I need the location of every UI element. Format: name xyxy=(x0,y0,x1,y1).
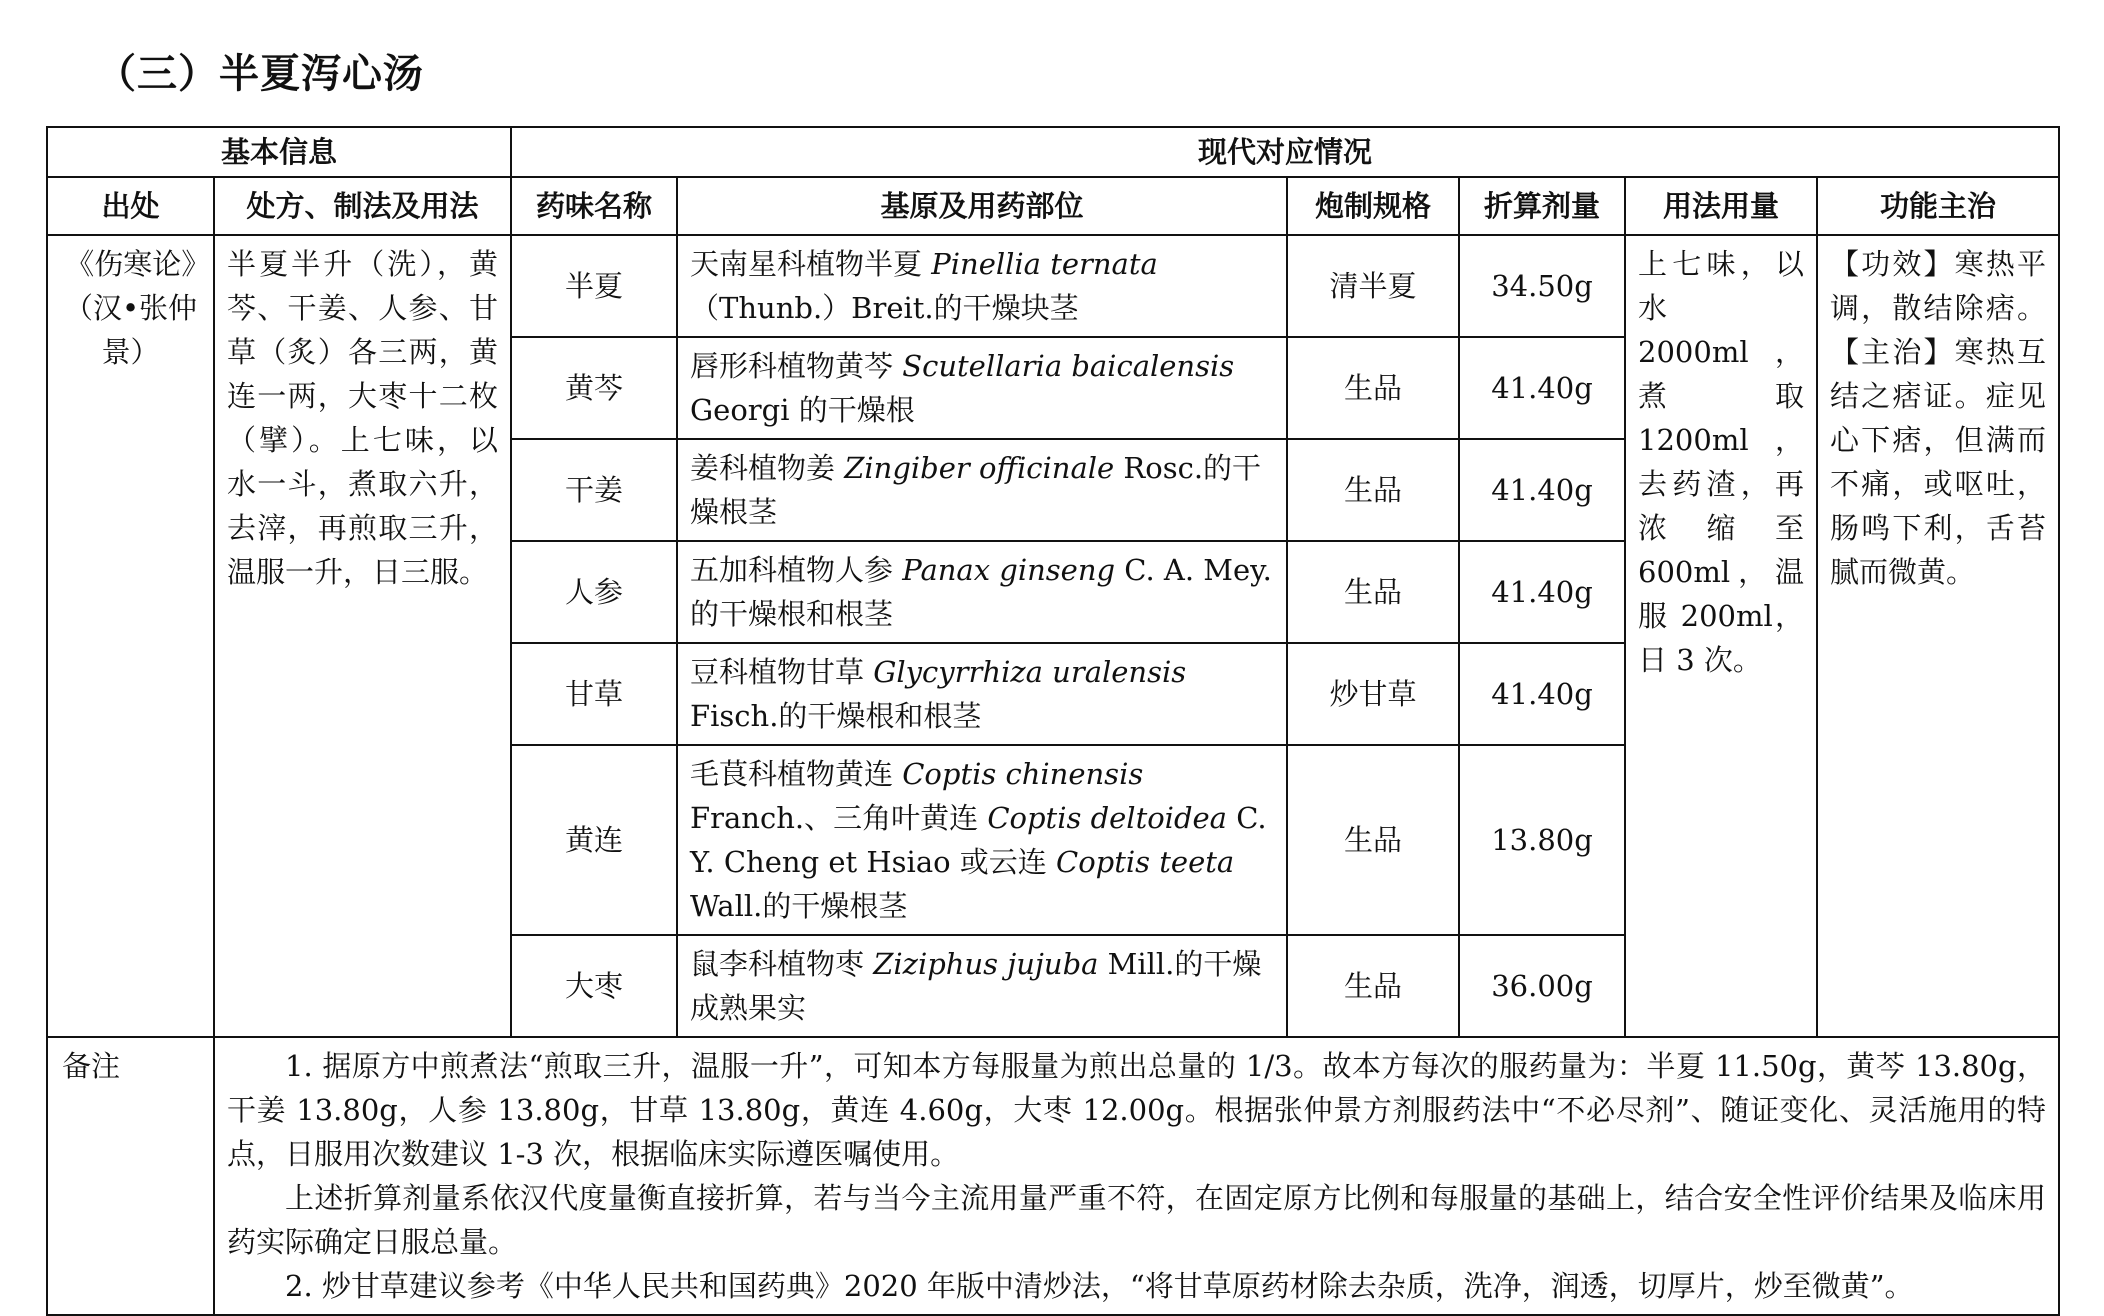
herb-dose: 41.40g xyxy=(1459,643,1625,745)
herb-name: 甘草 xyxy=(511,643,677,745)
latin-name: Panax ginseng xyxy=(902,553,1116,587)
herb-name: 黄连 xyxy=(511,745,677,935)
latin-name: Coptis teeta xyxy=(1056,845,1235,879)
herb-dose: 36.00g xyxy=(1459,935,1625,1037)
herb-processing: 生品 xyxy=(1287,337,1459,439)
note-paragraph: 1. 据原方中煎煮法“煎取三升，温服一升”，可知本方每服量为煎出总量的 1/3。故本方每次的服药量为：半夏 11.50g，黄芩 13.80g，干姜 13.80g，人参 13.80g，甘草 13.80g，黄连 4.60g，大枣 12.00g。根据张仲景方剂服药法中“不必尽剂”、随证变化、灵活施用的特点，日服用次数建议 1-3 次，根据临床实际遵医嘱使用。 xyxy=(227,1049,2047,1171)
latin-name: Pinellia ternata xyxy=(931,247,1158,281)
origin-text: 五加科植物人参 xyxy=(690,553,903,587)
prescription-cell: 半夏半升（洗），黄芩、干姜、人参、甘草（炙）各三两，黄连一两，大枣十二枚（擘）。上七味，以水一斗，煮取六升，去滓，再煎取三升，温服一升，日三服。 xyxy=(214,235,511,1037)
group-header-modern: 现代对应情况 xyxy=(511,127,2059,177)
header-source: 出处 xyxy=(47,177,214,235)
herb-dose: 41.40g xyxy=(1459,337,1625,439)
latin-name: Ziziphus jujuba xyxy=(873,947,1099,981)
latin-name: Scutellaria baicalensis xyxy=(902,349,1235,383)
herb-processing: 清半夏 xyxy=(1287,235,1459,337)
latin-name: Glycyrrhiza uralensis xyxy=(873,655,1187,689)
header-processing: 炮制规格 xyxy=(1287,177,1459,235)
header-function: 功能主治 xyxy=(1817,177,2059,235)
origin-text: 毛茛科植物黄连 xyxy=(690,757,903,791)
origin-text: （Thunb.）Breit.的干燥块茎 xyxy=(690,291,1079,325)
origin-text: C. A. Mey.的干燥根和根茎 xyxy=(690,553,1272,631)
header-origin-part: 基原及用药部位 xyxy=(677,177,1287,235)
origin-text: 鼠李科植物枣 xyxy=(690,947,874,981)
origin-text: 唇形科植物黄芩 xyxy=(690,349,903,383)
usage-cell: 上七味，以水 2000ml，煮取1200ml，去药渣，再浓缩至 600ml，温服 200ml，日 3 次。 xyxy=(1625,235,1817,1037)
herb-origin xyxy=(677,935,1287,1037)
herb-origin xyxy=(677,643,1287,745)
header-dose: 折算剂量 xyxy=(1459,177,1625,235)
herb-name: 黄芩 xyxy=(511,337,677,439)
herb-origin xyxy=(677,235,1287,337)
origin-text: C. Y. Cheng et Hsiao 或云连 xyxy=(690,801,1267,879)
herb-name: 干姜 xyxy=(511,439,677,541)
herb-dose: 13.80g xyxy=(1459,745,1625,935)
column-header-row xyxy=(47,177,2059,235)
herb-name: 半夏 xyxy=(511,235,677,337)
herb-processing: 生品 xyxy=(1287,439,1459,541)
header-usage: 用法用量 xyxy=(1625,177,1817,235)
group-header-row xyxy=(47,127,2059,177)
origin-text: 天南星科植物半夏 xyxy=(690,247,932,281)
note-paragraph: 上述折算剂量系依汉代度量衡直接折算，若与当今主流用量严重不符，在固定原方比例和每服量的基础上，结合安全性评价结果及临床用药实际确定日服总量。 xyxy=(227,1181,2047,1259)
origin-text: Franch.、三角叶黄连 xyxy=(690,801,988,835)
origin-text: Georgi 的干燥根 xyxy=(690,393,915,427)
latin-name: Zingiber officinale xyxy=(844,451,1115,485)
herb-processing: 生品 xyxy=(1287,745,1459,935)
herb-origin xyxy=(677,337,1287,439)
header-herb-name: 药味名称 xyxy=(511,177,677,235)
note-paragraph: 2. 炒甘草建议参考《中华人民共和国药典》2020 年版中清炒法，“将甘草原药材除去杂质，洗净，润透，切厚片，炒至微黄”。 xyxy=(285,1269,1914,1303)
herb-name: 人参 xyxy=(511,541,677,643)
herb-dose: 41.40g xyxy=(1459,541,1625,643)
herb-origin xyxy=(677,439,1287,541)
latin-name: Coptis deltoidea xyxy=(987,801,1227,835)
source-cell: 《伤寒论》（汉•张仲景） xyxy=(47,235,214,1037)
herb-processing: 生品 xyxy=(1287,541,1459,643)
origin-text: 豆科植物甘草 xyxy=(690,655,874,689)
origin-text: Fisch.的干燥根和根茎 xyxy=(690,699,982,733)
herb-dose: 41.40g xyxy=(1459,439,1625,541)
page-title: （三）半夏泻心汤 xyxy=(96,51,424,97)
origin-text: Wall.的干燥根茎 xyxy=(690,889,908,923)
herb-processing: 生品 xyxy=(1287,935,1459,1037)
origin-text: Rosc.的干燥根茎 xyxy=(690,451,1262,529)
function-cell: 【功效】寒热平调，散结除痞。【主治】寒热互结之痞证。症见心下痞，但满而不痛，或呕吐，肠鸣下利，舌苔腻而微黄。 xyxy=(1817,235,2059,1037)
latin-name: Coptis chinensis xyxy=(902,757,1144,791)
group-header-basic: 基本信息 xyxy=(47,127,511,177)
herb-dose: 34.50g xyxy=(1459,235,1625,337)
notes-label: 备注 xyxy=(47,1037,214,1315)
herb-origin xyxy=(677,745,1287,935)
notes-cell xyxy=(214,1037,2059,1315)
origin-text: Mill.的干燥成熟果实 xyxy=(690,947,1262,1025)
herb-name: 大枣 xyxy=(511,935,677,1037)
herb-origin xyxy=(677,541,1287,643)
notes-row xyxy=(47,1037,2059,1315)
herb-processing: 炒甘草 xyxy=(1287,643,1459,745)
header-prescription: 处方、制法及用法 xyxy=(214,177,511,235)
prescription-table xyxy=(46,126,2060,1316)
origin-text: 姜科植物姜 xyxy=(690,451,845,485)
table-row xyxy=(47,235,2059,337)
